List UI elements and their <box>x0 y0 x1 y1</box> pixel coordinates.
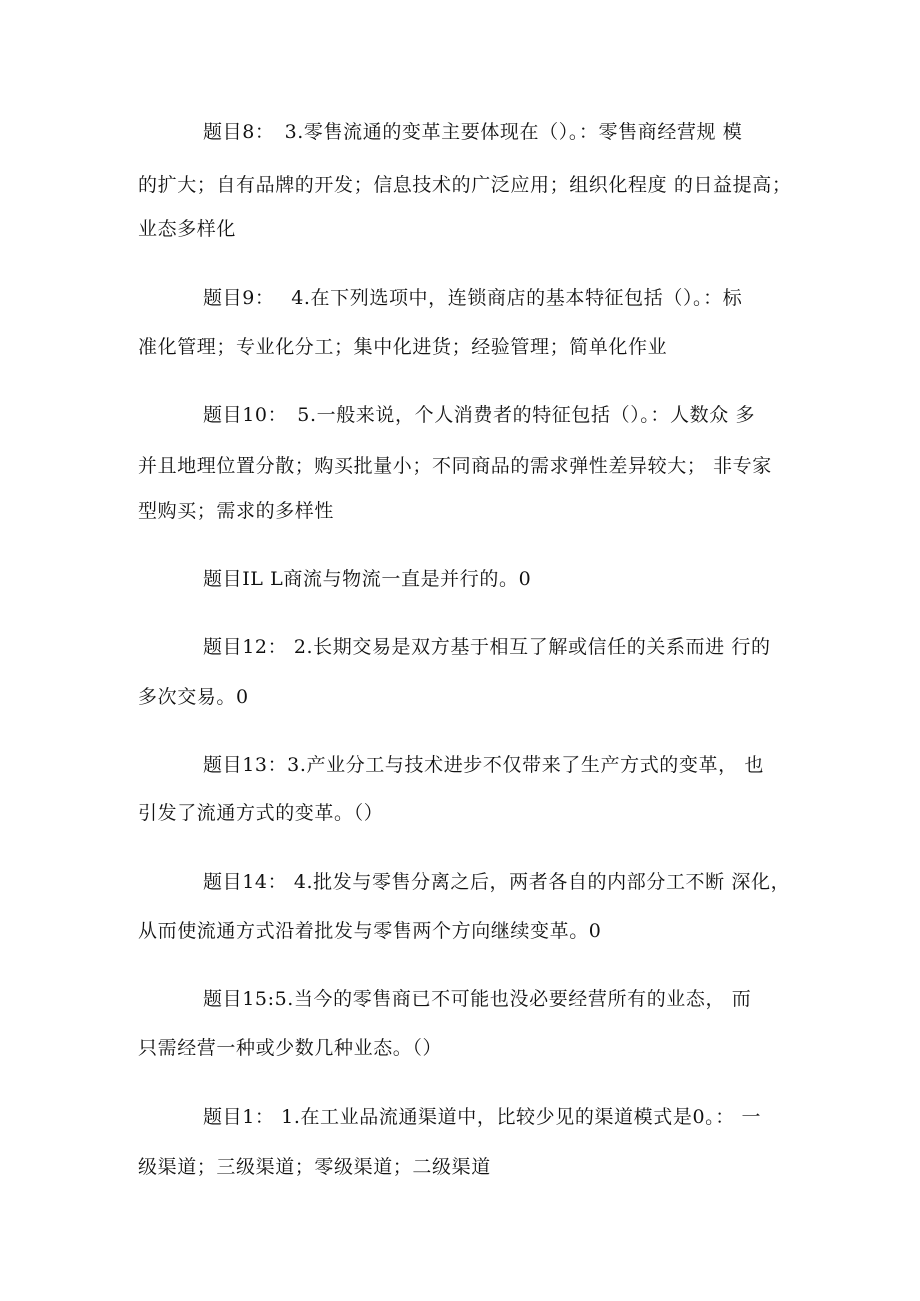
question-11-line-1: 题目IL L商流与物流一直是并行的。0 <box>203 568 532 590</box>
question-1-line-1: 题目1： 1.在工业品流通渠道中，比较少见的渠道模式是0。： 一 <box>203 1106 762 1128</box>
question-10-line-1: 题目10： 5.一般来说，个人消费者的特征包括（）。：人数众 多 <box>203 404 756 426</box>
question-1-line-2: 级渠道；三级渠道；零级渠道；二级渠道 <box>138 1156 491 1178</box>
question-8-line-3: 业态多样化 <box>138 218 237 240</box>
question-15-line-2: 只需经营一种或少数几种业态。（） <box>138 1037 443 1059</box>
question-8-line-1: 题目8： 3.零售流通的变革主要体现在（）。：零售商经营规 模 <box>203 121 743 143</box>
question-12-line-2: 多次交易。0 <box>138 686 249 708</box>
question-8-line-2: 的扩大；自有品牌的开发；信息技术的广泛应用；组织化程度 的日益提高； <box>138 174 792 196</box>
question-14-line-2: 从而使流通方式沿着批发与零售两个方向继续变革。0 <box>138 920 602 942</box>
question-14-line-1: 题目14： 4.批发与零售分离之后，两者各自的内部分工不断 深化， <box>203 871 791 893</box>
question-12-line-1: 题目12： 2.长期交易是双方基于相互了解或信任的关系而进 行的 <box>203 636 771 658</box>
question-13-line-1: 题目13：3.产业分工与技术进步不仅带来了生产方式的变革， 也 <box>203 754 764 776</box>
question-13-line-2: 引发了流通方式的变革。（） <box>138 802 384 824</box>
question-9-line-2: 准化管理；专业化分工；集中化进货；经验管理；简单化作业 <box>138 336 668 358</box>
question-10-line-3: 型购买；需求的多样性 <box>138 500 335 522</box>
question-10-line-2: 并且地理位置分散；购买批量小；不同商品的需求弹性差异较大； 非专家 <box>138 455 772 477</box>
question-15-line-1: 题目15:5.当今的零售商已不可能也没必要经营所有的业态， 而 <box>203 988 752 1010</box>
question-9-line-1: 题目9： 4.在下列选项中，连锁商店的基本特征包括（）。：标 <box>203 287 743 309</box>
